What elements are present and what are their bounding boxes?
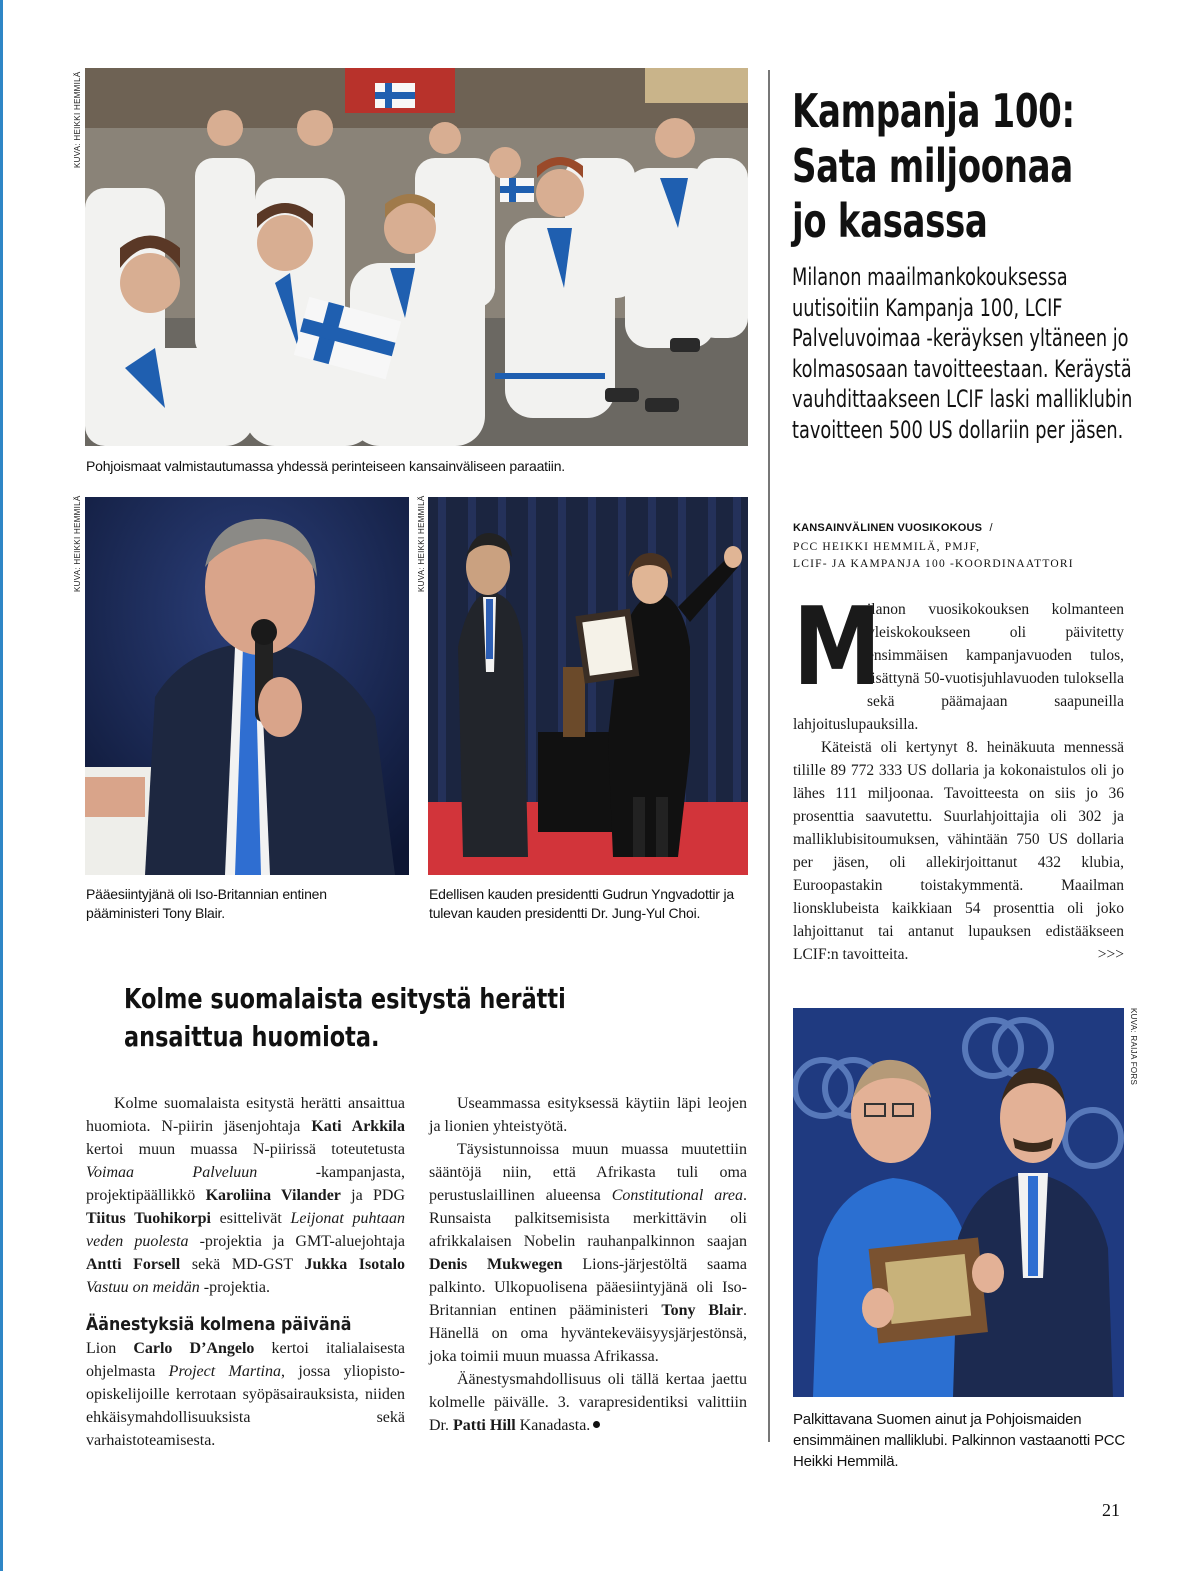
award-photo xyxy=(793,1008,1124,1397)
text-run: kertoi muun muassa N-piirissä toteutetusta xyxy=(86,1141,405,1158)
column-divider xyxy=(768,70,770,1442)
award-photo-caption: Palkittavana Suomen ainut ja Pohjoismaiden ensimmäinen malliklubi. Palkinnon vastaanotti PCC Heikki Hemmilä. xyxy=(793,1411,1126,1470)
end-mark xyxy=(593,1421,600,1428)
sidebar-paragraph xyxy=(86,1337,405,1452)
parade-photo xyxy=(85,68,748,446)
article-lead: Milanon maailmankokouksessa uutisoitiin Kampanja 100, LCIF Palveluvoimaa -keräyksen yltäneen jo kolmasosaan tavoitteestaan. Keräystä vauhdittaakseen LCIF laski malliklubin tavoitteen 500 US dollariin per jäsen. xyxy=(792,263,1133,444)
section-separator: / xyxy=(989,522,993,534)
article-paragraph: Käteistä oli kertynyt 8. heinäkuuta mennessä tilille 89 772 333 US dollaria ja kokonaistulos oli jo lähes 111 miljoonaa. Tavoitteesta on siis jo 36 prosenttia saavutettu. Suurlahjoittajia oli 302 ja malliklubisitoumuksen, vähintään 750 US dollaria per jäsen, oli allekirjoittanut 432 klubia, Euroopastakin toistakymmentä. Maailman lionsklubeista kaikkiaan 54 prosenttia oli joko lahjoittanut tai antanut lupauksen edistääkseen LCIF:n tavoitteita. xyxy=(793,739,1124,963)
text-run: -projektia. xyxy=(199,1279,270,1296)
subhead-line: Kolme suomalaista esitystä herätti xyxy=(124,982,566,1015)
project-name: Voimaa Palveluun xyxy=(86,1164,258,1181)
crosshead: Äänestyksiä kolmena päivänä xyxy=(86,1314,352,1335)
section-label-text: KANSAINVÄLINEN VUOSIKOKOUS xyxy=(793,522,983,534)
text-run: , jossa yliopisto-opiskelijoille kerrotaan syöpäsairauksista, niiden ehkäisymahdollisuuksista sekä varhaistoteamisesta. xyxy=(86,1363,405,1449)
article-paragraph-text: ilanon vuosikokouksen kolmanteen yleiskokoukseen oli päivitetty ensimmäisen kampanjavuoden tulos, lisättynä 50-vuotisjuhlavuoden tuloksella sekä päämajaan saapuneilla lahjoituslupauksilla. xyxy=(793,601,1124,733)
text-run: Kolme suomalaista esitystä herätti ansaittua huomiota. N-piirin jäsenjohtaja xyxy=(86,1095,405,1135)
text-run: Kanadasta. xyxy=(515,1417,591,1434)
article-headline xyxy=(792,84,1075,249)
text-run: Lion xyxy=(86,1340,134,1357)
sidebar-column-1 xyxy=(86,1092,405,1452)
person-name: Denis Mukwegen xyxy=(429,1256,563,1273)
continued-marker: >>> xyxy=(1097,946,1124,963)
author-role: LCIF- JA KAMPANJA 100 -KOORDINAATTORI xyxy=(793,558,1074,570)
article-body xyxy=(793,585,1124,966)
person-name: Tony Blair xyxy=(661,1302,744,1319)
sidebar-paragraph xyxy=(86,1092,405,1299)
person-name: Carlo D’Angelo xyxy=(133,1340,255,1357)
headline-line: Kampanja 100: xyxy=(792,84,1075,138)
term: Constitutional area xyxy=(611,1187,743,1204)
person-name: Tiitus Tuohikorpi xyxy=(86,1210,211,1227)
person-name: Antti Forsell xyxy=(86,1256,181,1273)
presidents-photo-caption: Edellisen kauden presidentti Gudrun Yngvadottir ja tulevan kauden presidentti Dr. Jung-Yul Choi. xyxy=(429,886,734,921)
parade-photo-credit: KUVA: HEIKKI HEMMILÄ xyxy=(73,71,82,168)
presidents-photo-credit: KUVA: HEIKKI HEMMILÄ xyxy=(417,495,426,592)
parade-photo-caption: Pohjoismaat valmistautumassa yhdessä perinteiseen kansainväliseen paraatiin. xyxy=(86,458,565,474)
person-name: Jukka Isotalo xyxy=(304,1256,406,1273)
text-run: -projektia ja GMT-aluejohtaja xyxy=(188,1233,405,1250)
drop-cap: M xyxy=(793,585,882,710)
award-photo-credit: KUVA: RAIJA FORS xyxy=(1129,1008,1138,1086)
person-name: Kati Arkkila xyxy=(311,1118,405,1135)
blair-photo-credit: KUVA: HEIKKI HEMMILÄ xyxy=(73,495,82,592)
text-run: . Runsaista palkitsemisista merkittävin oli afrikkalaisen Nobelin rauhanpalkinnon saajan xyxy=(429,1187,747,1250)
page-edge-accent xyxy=(0,0,3,1571)
text-run: esittelivät xyxy=(210,1210,291,1227)
subhead-line: ansaittua huomiota. xyxy=(124,1020,380,1053)
text-run: Äänestysmahdollisuus oli tällä kertaa jaettu kolmelle päivälle. 3. varapresidentiksi valittiin Dr. xyxy=(429,1371,747,1434)
text-run: Lions-järjestöltä saama palkinto. Ulkopuolisena pääesiintyjänä oli Iso-Britannian entinen pääministeri xyxy=(429,1256,747,1319)
sidebar-paragraph xyxy=(429,1138,747,1368)
text-run: ja PDG xyxy=(340,1187,405,1204)
section-label xyxy=(793,522,993,534)
text-run: -kampanjasta, projektipäällikkö xyxy=(86,1164,405,1204)
person-name: Karoliina Vilander xyxy=(205,1187,341,1204)
blair-photo-caption: Pääesiintyjänä oli Iso-Britannian entinen pääministeri Tony Blair. xyxy=(86,886,327,921)
text-run: kertoi italialaisesta ohjelmasta xyxy=(86,1340,406,1380)
headline-line: Sata miljoonaa xyxy=(792,139,1073,193)
sidebar-paragraph: Useammassa esityksessä käytiin läpi leojen ja lionien yhteistyötä. xyxy=(429,1095,747,1135)
page-number: 21 xyxy=(1102,1500,1120,1520)
project-name: Project Martina xyxy=(168,1363,281,1380)
author-line: PCC HEIKKI HEMMILÄ, PMJF, xyxy=(793,541,981,553)
project-name: Leijonat puhtaan veden puolesta xyxy=(86,1210,405,1250)
sidebar-subhead xyxy=(124,980,636,1056)
blair-photo xyxy=(85,497,409,875)
text-run: sekä MD-GST xyxy=(180,1256,305,1273)
project-name: Vastuu on meidän xyxy=(86,1279,200,1296)
text-run: . Hänellä on oma hyväntekeväisyysjärjestönsä, joka toimii muun muassa Afrikassa. xyxy=(429,1302,748,1365)
presidents-photo xyxy=(428,497,748,875)
sidebar-column-2 xyxy=(429,1092,747,1437)
article-paragraph xyxy=(793,585,1124,736)
person-name: Patti Hill xyxy=(453,1417,516,1434)
headline-line: jo kasassa xyxy=(792,194,988,248)
text-run: Täysistunnoissa muun muassa muutettiin sääntöjä niin, että Afrikasta tuli oma perustuslaillinen alueensa xyxy=(429,1141,747,1204)
sidebar-paragraph xyxy=(429,1368,747,1437)
